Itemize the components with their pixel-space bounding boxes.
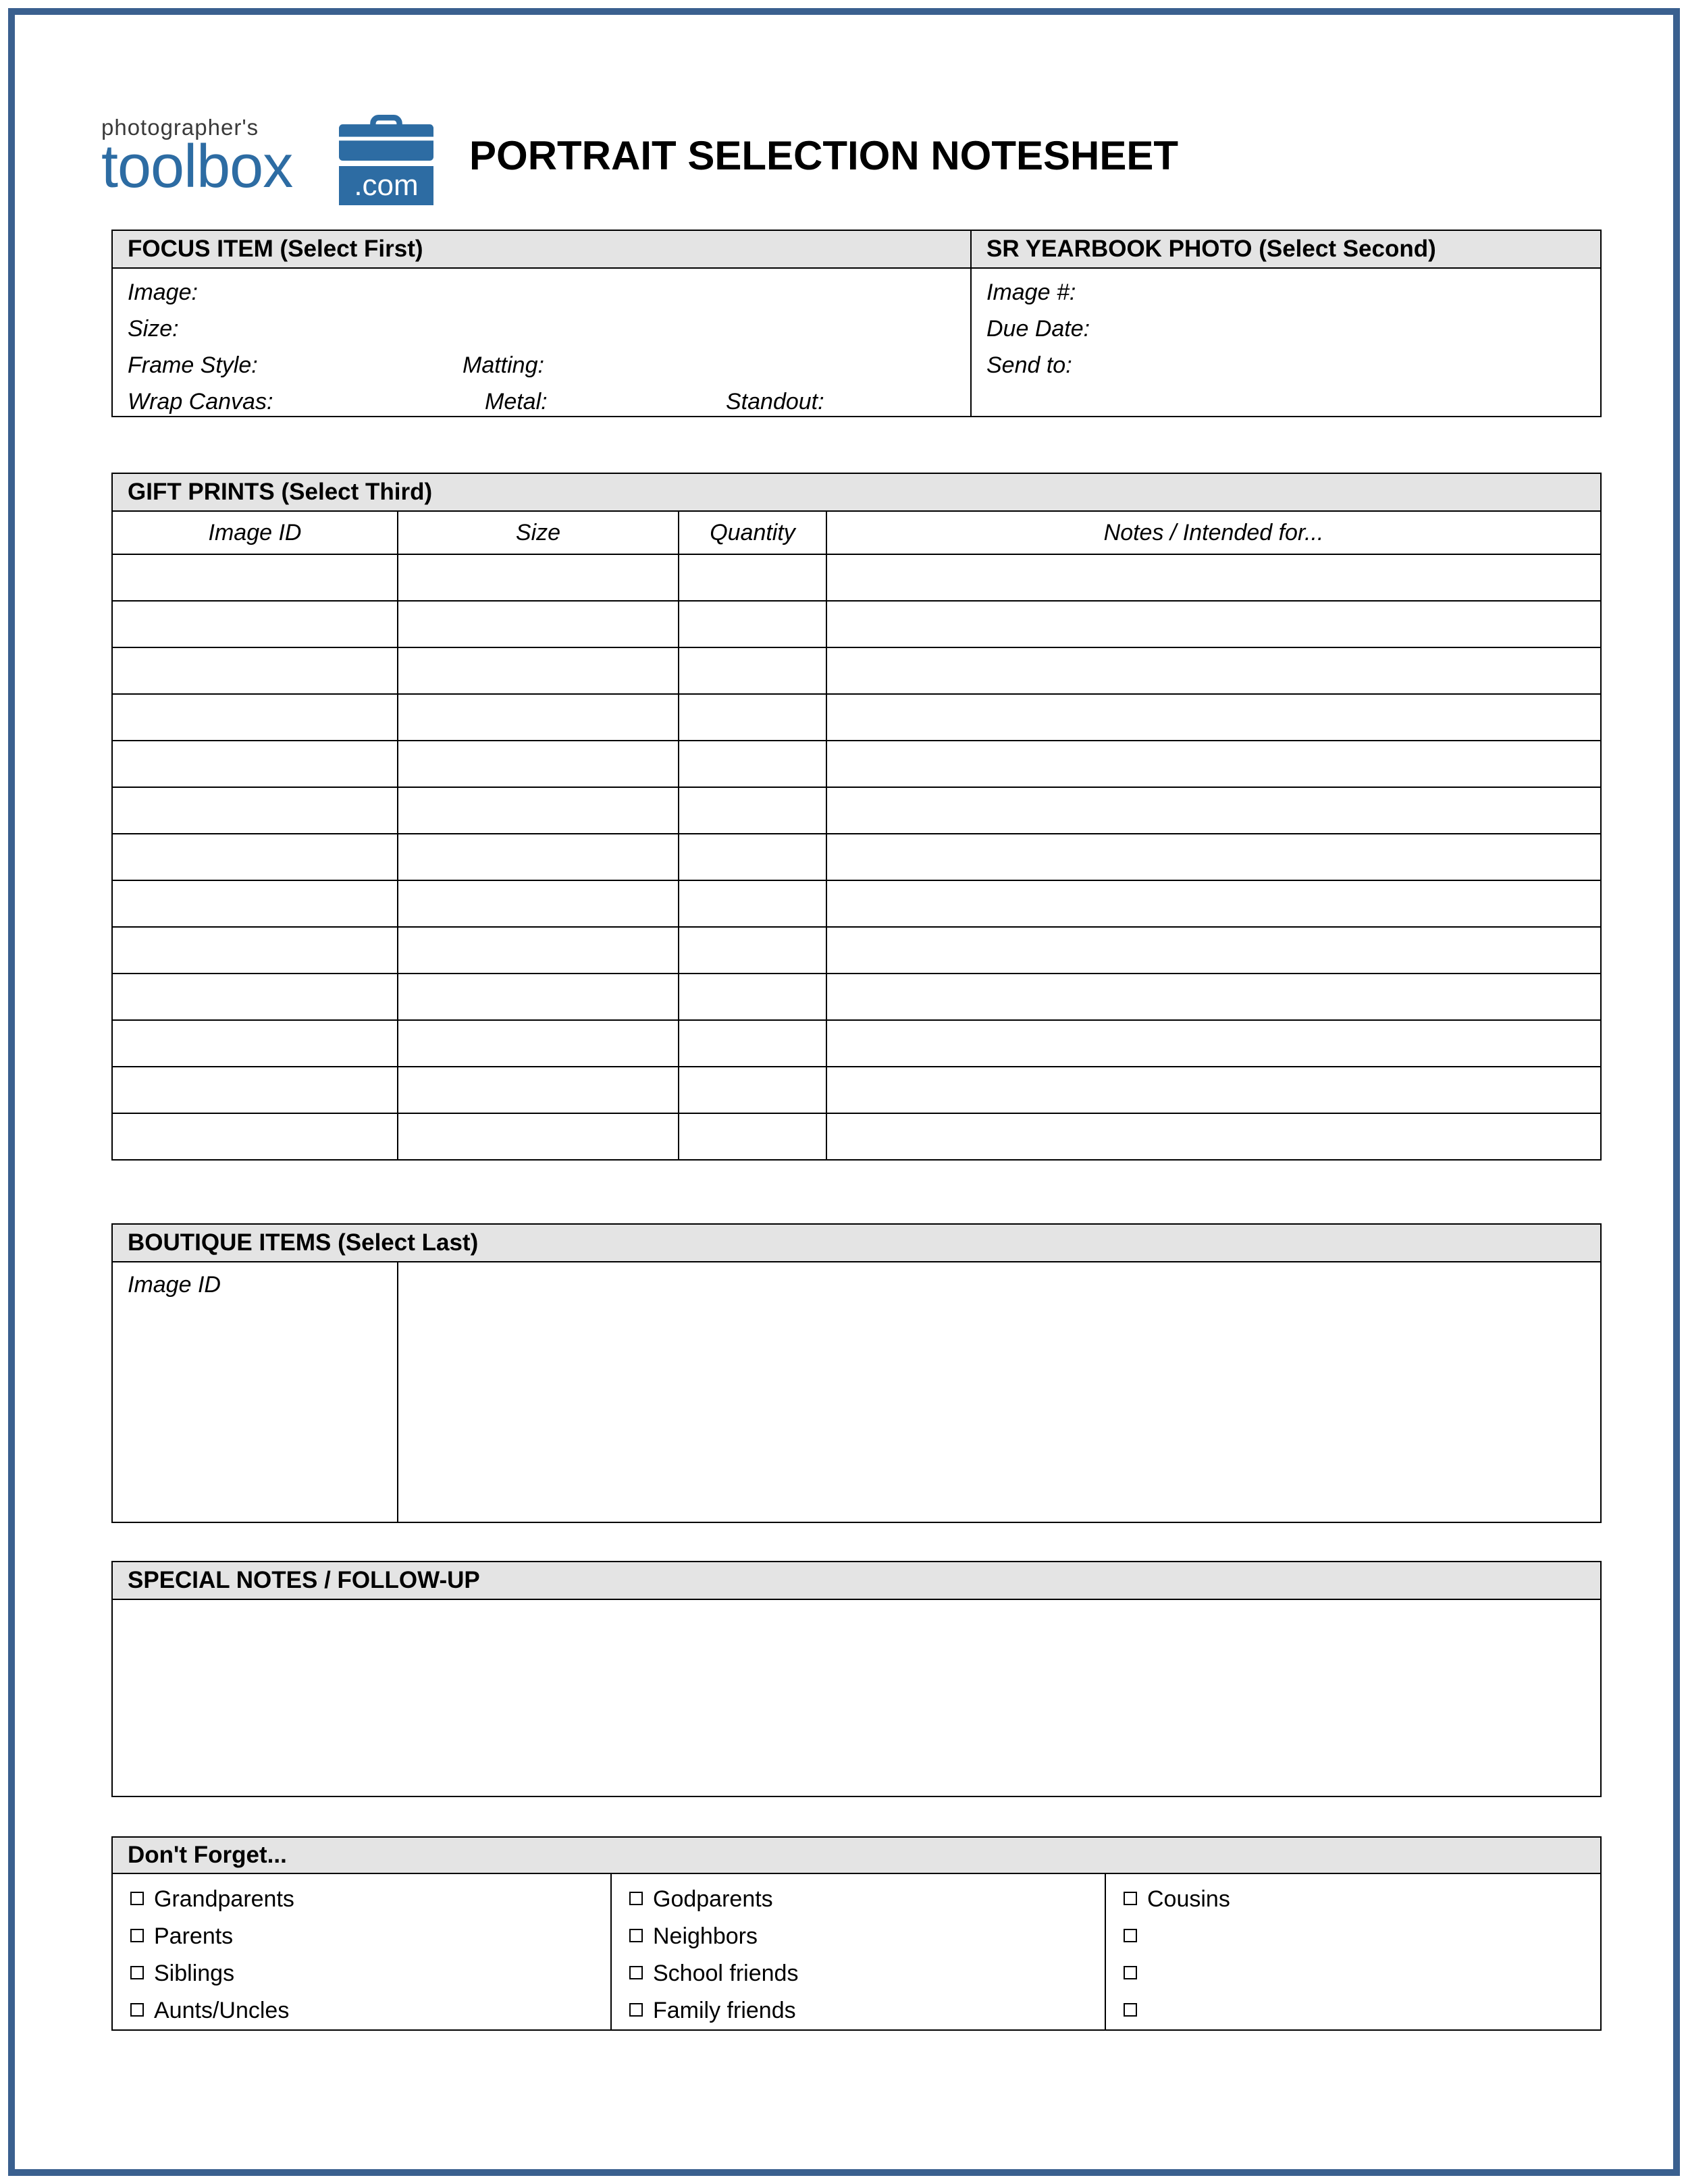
- gift-print-cell: [827, 647, 1600, 693]
- gift-print-cell: [679, 880, 827, 926]
- gift-print-cell: [398, 554, 679, 600]
- boutique-image-id-label: Image ID: [113, 1262, 398, 1522]
- checkbox-item: [1124, 1955, 1600, 1992]
- logo-top-text: photographer's: [101, 115, 259, 140]
- briefcase-icon: [339, 115, 433, 161]
- gift-prints-column-headers: [113, 512, 1600, 554]
- gift-print-cell: [113, 740, 398, 787]
- focus-field-wrap-canvas: Wrap Canvas:: [128, 389, 273, 415]
- gift-print-row: [113, 740, 1600, 787]
- focus-yearbook-table: [111, 230, 1602, 417]
- col-header-image-id: Image ID: [113, 512, 398, 554]
- yearbook-field-due-date: Due Date:: [986, 316, 1090, 342]
- checkbox[interactable]: [130, 1929, 144, 1942]
- gift-print-row: [113, 693, 1600, 740]
- gift-print-row: [113, 1066, 1600, 1113]
- dont-forget-column-2: [612, 1874, 1106, 2029]
- checkbox-item: [130, 1881, 610, 1918]
- special-notes-area: [111, 1600, 1602, 1797]
- gift-print-cell: [827, 833, 1600, 880]
- gift-prints-table: [111, 512, 1602, 1161]
- special-notes-section: [111, 1561, 1602, 1797]
- checkbox[interactable]: [130, 1892, 144, 1905]
- focus-field-standout: Standout:: [726, 389, 824, 415]
- gift-print-cell: [679, 693, 827, 740]
- dont-forget-body: [111, 1874, 1602, 2031]
- gift-print-cell: [827, 926, 1600, 973]
- checkbox-item: [130, 1955, 610, 1992]
- boutique-section: [111, 1223, 1602, 1523]
- checkbox-label: Godparents: [653, 1886, 773, 1912]
- checkbox[interactable]: [130, 1966, 144, 1979]
- gift-print-row: [113, 647, 1600, 693]
- logo-main-text: toolbox: [101, 133, 293, 201]
- checkbox[interactable]: [130, 2003, 144, 2017]
- dont-forget-column-3: [1106, 1874, 1600, 2029]
- gift-print-cell: [679, 926, 827, 973]
- checkbox-item: [629, 1881, 1105, 1918]
- gift-print-cell: [398, 600, 679, 647]
- checkbox[interactable]: [1124, 1929, 1137, 1942]
- dont-forget-header: Don't Forget...: [111, 1836, 1602, 1874]
- gift-print-cell: [398, 1113, 679, 1159]
- yearbook-section: [970, 231, 1600, 416]
- gift-print-cell: [113, 787, 398, 833]
- gift-print-cell: [827, 787, 1600, 833]
- checkbox-item: [1124, 1992, 1600, 2029]
- gift-print-cell: [398, 1066, 679, 1113]
- gift-print-cell: [679, 647, 827, 693]
- checkbox-item: [1124, 1918, 1600, 1955]
- checkbox[interactable]: [629, 2003, 643, 2017]
- gift-print-cell: [113, 647, 398, 693]
- col-header-size: Size: [398, 512, 679, 554]
- gift-print-cell: [398, 833, 679, 880]
- gift-print-cell: [113, 926, 398, 973]
- checkbox-item: [629, 1955, 1105, 1992]
- gift-print-cell: [827, 600, 1600, 647]
- col-header-quantity: Quantity: [679, 512, 827, 554]
- gift-print-cell: [827, 880, 1600, 926]
- gift-print-cell: [679, 740, 827, 787]
- gift-print-cell: [827, 1113, 1600, 1159]
- checkbox[interactable]: [1124, 1966, 1137, 1979]
- yearbook-field-image-num: Image #:: [986, 279, 1076, 305]
- checkbox-label: Grandparents: [154, 1886, 294, 1912]
- gift-print-row: [113, 600, 1600, 647]
- checkbox-label: Aunts/Uncles: [154, 1998, 290, 2023]
- focus-field-frame-style: Frame Style:: [128, 352, 258, 378]
- yearbook-field-send-to: Send to:: [986, 352, 1072, 378]
- checkbox-item: [629, 1918, 1105, 1955]
- checkbox-label: School friends: [653, 1961, 799, 1986]
- gift-print-cell: [679, 1066, 827, 1113]
- gift-print-row: [113, 554, 1600, 600]
- gift-print-cell: [679, 833, 827, 880]
- gift-print-cell: [679, 554, 827, 600]
- gift-print-cell: [113, 833, 398, 880]
- checkbox[interactable]: [629, 1966, 643, 1979]
- gift-print-cell: [679, 1019, 827, 1066]
- gift-print-cell: [398, 926, 679, 973]
- yearbook-body: [972, 269, 1600, 383]
- gift-print-row: [113, 833, 1600, 880]
- special-notes-header: SPECIAL NOTES / FOLLOW-UP: [111, 1561, 1602, 1600]
- gift-print-cell: [398, 1019, 679, 1066]
- gift-print-cell: [113, 600, 398, 647]
- gift-print-cell: [679, 787, 827, 833]
- gift-print-cell: [398, 880, 679, 926]
- gift-print-cell: [398, 740, 679, 787]
- checkbox-item: [130, 1992, 610, 2029]
- gift-print-cell: [113, 693, 398, 740]
- dont-forget-column-1: [113, 1874, 612, 2029]
- gift-print-cell: [113, 1113, 398, 1159]
- focus-item-header: FOCUS ITEM (Select First): [113, 231, 970, 269]
- gift-print-cell: [398, 647, 679, 693]
- checkbox[interactable]: [1124, 2003, 1137, 2017]
- gift-print-cell: [113, 880, 398, 926]
- focus-field-metal: Metal:: [485, 389, 548, 415]
- checkbox[interactable]: [1124, 1892, 1137, 1905]
- boutique-notes-area: [398, 1262, 1600, 1522]
- gift-print-row: [113, 973, 1600, 1019]
- gift-prints-section: [111, 473, 1602, 1161]
- gift-print-cell: [113, 554, 398, 600]
- page-title: PORTRAIT SELECTION NOTESHEET: [469, 133, 1179, 178]
- logo-com-badge: .com: [339, 166, 433, 205]
- gift-prints-header: GIFT PRINTS (Select Third): [111, 473, 1602, 512]
- focus-item-section: [113, 231, 970, 416]
- checkbox[interactable]: [629, 1929, 643, 1942]
- dont-forget-section: [111, 1836, 1602, 2031]
- checkbox[interactable]: [629, 1892, 643, 1905]
- focus-field-matting: Matting:: [463, 352, 544, 378]
- gift-prints-body: [113, 554, 1600, 1159]
- gift-print-cell: [679, 1113, 827, 1159]
- gift-print-cell: [398, 693, 679, 740]
- focus-field-image: Image:: [128, 279, 198, 305]
- gift-print-cell: [113, 1066, 398, 1113]
- col-header-notes: Notes / Intended for...: [1103, 519, 1324, 545]
- gift-print-cell: [827, 1019, 1600, 1066]
- checkbox-item: [1124, 1881, 1600, 1918]
- gift-print-cell: [827, 693, 1600, 740]
- gift-print-row: [113, 880, 1600, 926]
- gift-print-row: [113, 1113, 1600, 1159]
- checkbox-item: [629, 1992, 1105, 2029]
- gift-print-cell: [398, 787, 679, 833]
- gift-print-row: [113, 1019, 1600, 1066]
- yearbook-header: SR YEARBOOK PHOTO (Select Second): [972, 231, 1600, 269]
- checkbox-item: [130, 1918, 610, 1955]
- gift-print-cell: [679, 973, 827, 1019]
- checkbox-label: Neighbors: [653, 1923, 758, 1949]
- checkbox-label: Cousins: [1147, 1886, 1230, 1912]
- logo: [101, 115, 479, 213]
- boutique-body: [111, 1262, 1602, 1523]
- boutique-header: BOUTIQUE ITEMS (Select Last): [111, 1223, 1602, 1262]
- gift-print-cell: [827, 973, 1600, 1019]
- gift-print-cell: [679, 600, 827, 647]
- focus-field-size: Size:: [128, 316, 179, 342]
- focus-item-body: [113, 269, 970, 420]
- checkbox-label: Family friends: [653, 1998, 796, 2023]
- gift-print-row: [113, 787, 1600, 833]
- gift-print-cell: [398, 973, 679, 1019]
- checkbox-label: Siblings: [154, 1961, 235, 1986]
- gift-print-cell: [827, 740, 1600, 787]
- gift-print-cell: [113, 973, 398, 1019]
- gift-print-row: [113, 926, 1600, 973]
- gift-print-cell: [113, 1019, 398, 1066]
- gift-print-cell: [827, 1066, 1600, 1113]
- checkbox-label: Parents: [154, 1923, 234, 1949]
- gift-print-cell: [827, 554, 1600, 600]
